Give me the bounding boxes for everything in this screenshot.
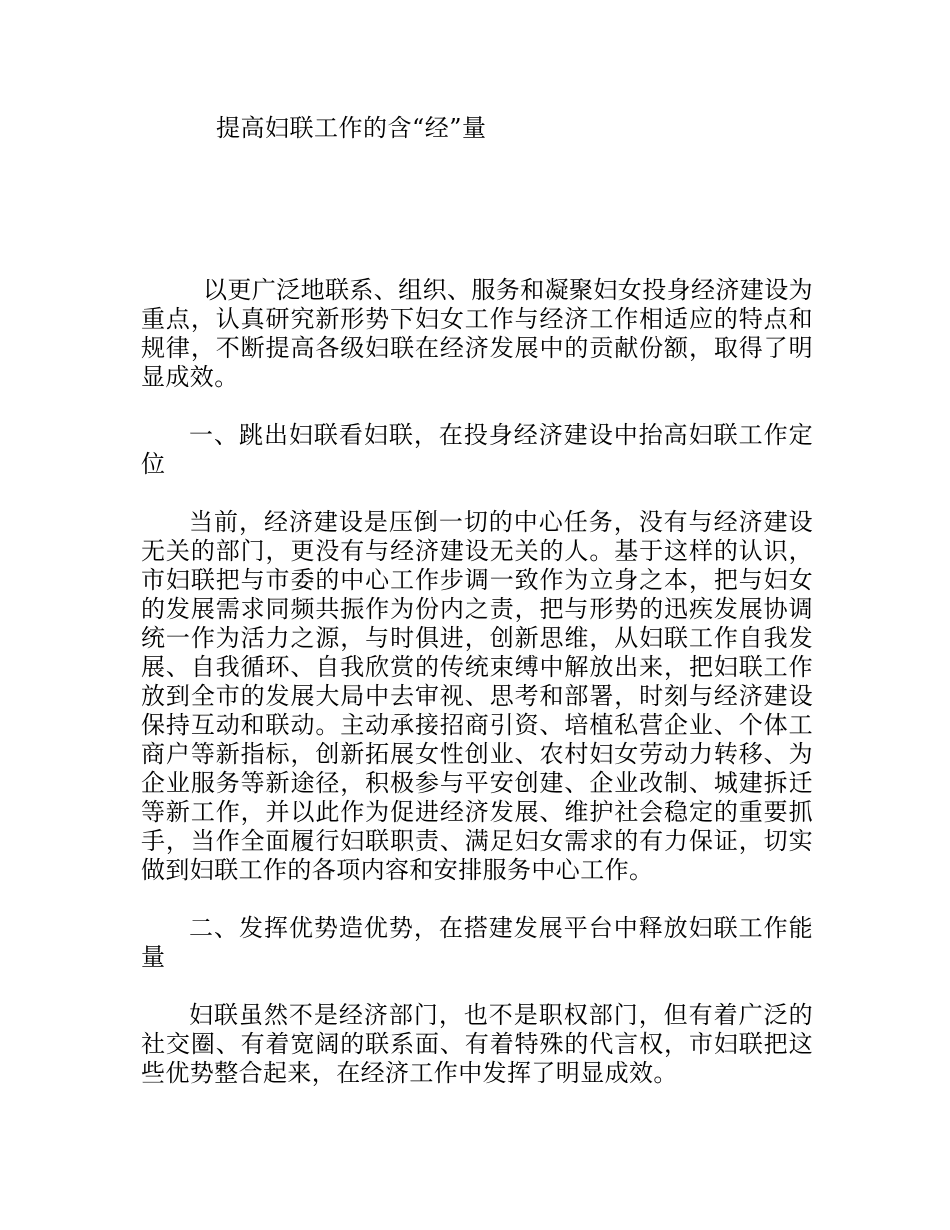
section-paragraph-1: 当前，经济建设是压倒一切的中心任务，没有与经济建设无关的部门，更没有与经济建设无关的人。基于这样的认识，市妇联把与市委的中心工作步调一致作为立身之本，把与妇女的发展需求同频共振作为份内之责，把与形势的迅疾发展协调统一作为活力之源，与时俱进，创新思维，从妇联工作自我发展、自我循环、自我欣赏的传统束缚中解放出来，把妇联工作放到全市的发展大局中去审视、思考和部署，时刻与经济建设保持互动和联动。主动承接招商引资、培植私营企业、个体工商户等新指标，创新拓展女性创业、农村妇女劳动力转移、为企业服务等新途径，积极参与平安创建、企业改制、城建拆迁等新工作，并以此作为促进经济发展、维护社会稳定的重要抓手，当作全面履行妇联职责、满足妇女需求的有力保证，切实做到妇联工作的各项内容和安排服务中心工作。 [141, 508, 813, 884]
section-heading-1: 一、跳出妇联看妇联，在投身经济建设中抬高妇联工作定位 [141, 421, 813, 478]
paragraph-spacer [141, 479, 813, 508]
document-body [141, 276, 813, 1088]
document-title: 提高妇联工作的含“经”量 [216, 114, 487, 142]
paragraph-spacer [141, 972, 813, 1001]
paragraph-spacer [141, 885, 813, 914]
intro-paragraph: 以更广泛地联系、组织、服务和凝聚妇女投身经济建设为重点，认真研究新形势下妇女工作与经济工作相适应的特点和规律，不断提高各级妇联在经济发展中的贡献份额，取得了明显成效。 [141, 276, 813, 391]
paragraph-spacer [141, 392, 813, 421]
section-paragraph-2: 妇联虽然不是经济部门，也不是职权部门，但有着广泛的社交圈、有着宽阔的联系面、有着特殊的代言权，市妇联把这些优势整合起来，在经济工作中发挥了明显成效。 [141, 1001, 813, 1087]
section-heading-2: 二、发挥优势造优势，在搭建发展平台中释放妇联工作能量 [141, 914, 813, 971]
